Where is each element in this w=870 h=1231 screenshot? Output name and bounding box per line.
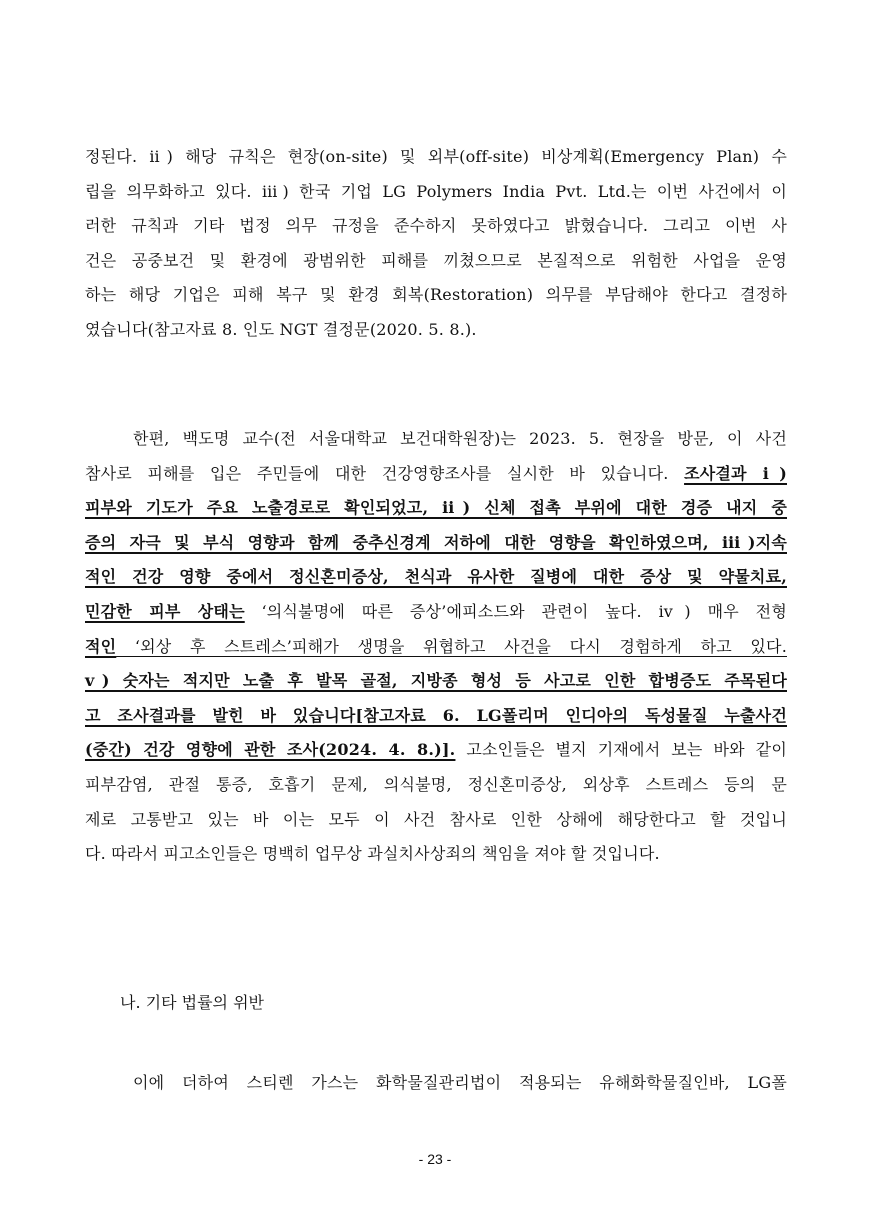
text-line: 한편, 백도명 교수(전 서울대학교 보건대학원장)는 2023. 5. 현장을 방문, 이 사건 xyxy=(133,429,787,448)
text-line: 하는 해당 기업은 피해 복구 및 환경 회복(Restoration) 의무를 부담해야 한다고 결정하 xyxy=(85,285,787,305)
plain-text: 고소인들은 별지 기재에서 보는 바와 같이 xyxy=(455,740,787,760)
text-line xyxy=(85,457,787,492)
text-line: 정된다. ⅱ) 해당 규칙은 현장(on-site) 및 외부(off-site) 비상계획(Emergency Plan) 수 xyxy=(85,147,787,166)
plain-text: 참사로 피해를 입은 주민들에 대한 건강영향조사를 실시한 바 있습니다. xyxy=(85,463,685,483)
text-line: 제로 고통받고 있는 바 이는 모두 이 사건 참사로 인한 상해에 해당한다고 할 것입니 xyxy=(85,809,787,829)
underlined-text: (중간) 건강 영향에 관한 조사(2024. 4. 8.)]. xyxy=(85,740,456,760)
underlined-text: 적인 xyxy=(85,636,117,656)
text-line xyxy=(85,630,787,665)
paragraph-health-survey xyxy=(85,422,787,872)
text-line xyxy=(85,733,787,768)
text-line xyxy=(85,595,787,630)
text-line: 러한 규칙과 기타 법정 의무 규정을 준수하지 못하였다고 밝혔습니다. 그리고 이번 사 xyxy=(85,216,787,236)
text-line: 피부감염, 관절 통증, 호흡기 문제, 의식불명, 정신혼미증상, 외상후 스트레스 등의 문 xyxy=(85,774,787,794)
page-number: - 23 - xyxy=(418,1151,452,1167)
text-line: 였습니다(참고자료 8. 인도 NGT 결정문(2020. 5. 8.). xyxy=(85,319,477,339)
underlined-text-line: ⅴ) 숫자는 적지만 노출 후 발목 골절, 지방종 형성 등 사고로 인한 합병증도 주목된다 xyxy=(85,671,787,691)
underlined-text-line: 증의 자극 및 부식 영향과 함께 중추신경계 저하에 대한 영향을 확인하였으며, ⅲ)지속 xyxy=(85,532,787,552)
underlined-text-line: 고 조사결과를 발힌 바 있습니다[참고자료 6. LG폴리머 인디아의 독성물질 누출사건 xyxy=(85,705,787,725)
plain-text: ‘외상 후 스트레스’피해가 생명을 위협하고 사건을 다시 경험하게 하고 있다. xyxy=(116,636,787,656)
underlined-text-line: 피부와 기도가 주요 노출경로로 확인되었고, ⅱ) 신체 접촉 부위에 대한 경증 내지 중 xyxy=(85,498,787,518)
text-line: 립을 의무화하고 있다. ⅲ) 한국 기업 LG Polymers India Pvt. Ltd.는 이번 사건에서 이 xyxy=(85,181,787,201)
paragraph-ngt-ruling xyxy=(85,140,787,348)
text-line: 건은 공중보건 및 환경에 광범위한 피해를 끼쳤으므로 본질적으로 위험한 사업을 운영 xyxy=(85,250,787,270)
underlined-text: 민감한 피부 상태는 xyxy=(85,601,245,621)
text-line: 이에 더하여 스티렌 가스는 화학물질관리법이 적용되는 유해화학물질인바, LG폴 xyxy=(133,1073,787,1092)
paragraph-other-laws xyxy=(85,1066,787,1101)
text-line: 다. 따라서 피고소인들은 명백히 업무상 과실치사상죄의 책임을 져야 할 것입니다. xyxy=(85,844,660,864)
plain-text: ‘의식불명에 따른 증상’에피소드와 관련이 높다. ⅳ) 매우 전형 xyxy=(244,601,787,621)
section-heading: 나. 기타 법률의 위반 xyxy=(120,993,264,1012)
underlined-text-line: 적인 건강 영향 중에서 정신혼미증상, 천식과 유사한 질병에 대한 증상 및 약물치료, xyxy=(85,567,787,587)
underlined-text: 조사결과 ⅰ) xyxy=(684,463,787,483)
